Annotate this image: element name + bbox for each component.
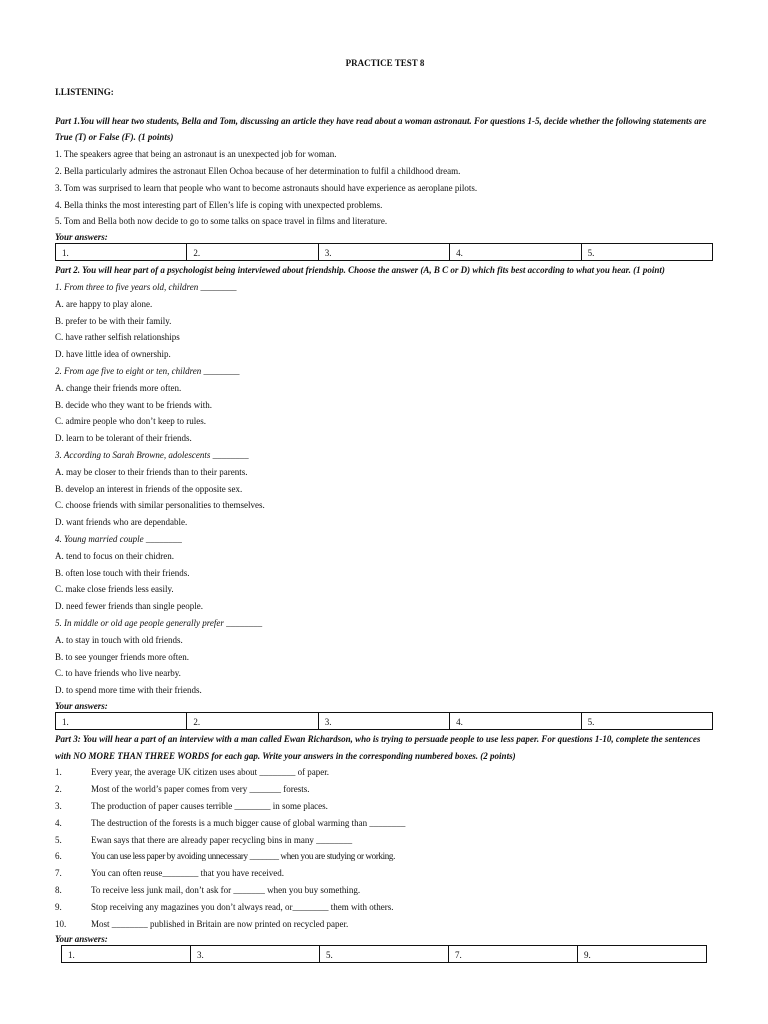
answer-box[interactable]: 1. <box>56 712 187 729</box>
answer-box[interactable]: 1. <box>56 244 187 261</box>
option: B. decide who they want to be friends with. <box>55 399 212 410</box>
sentence-number: 6. <box>55 851 62 862</box>
page-title: PRACTICE TEST 8 <box>345 58 425 68</box>
question-stem: 5. In middle or old age people generally prefer ________ <box>55 617 263 628</box>
answer-box[interactable]: 5. <box>581 244 712 261</box>
worksheet-page <box>55 55 715 964</box>
sentence-item <box>55 781 715 798</box>
sentence-number: 10. <box>55 918 67 929</box>
sentence-number: 5. <box>55 834 62 845</box>
sentence-text: Every year, the average UK citizen uses about ________ of paper. <box>91 767 330 778</box>
sentence-text: Stop receiving any magazines you don’t always read, or________ them with others. <box>91 901 394 912</box>
sentence-number: 1. <box>55 767 62 778</box>
question-stem: 3. According to Sarah Browne, adolescents ________ <box>55 449 249 460</box>
part1-answers-label: Your answers: <box>55 232 108 243</box>
sentence-text: You can use less paper by avoiding unnecessary _______ when you are studying or working. <box>91 851 395 862</box>
sentence-item <box>55 848 715 865</box>
part3-answers-label: Your answers: <box>55 934 108 945</box>
option: B. develop an interest in friends of the opposite sex. <box>55 483 243 494</box>
sentence-item <box>55 832 715 849</box>
answer-box[interactable]: 2. <box>187 244 318 261</box>
answer-box[interactable]: 2. <box>187 712 318 729</box>
part1-answer-table <box>55 243 713 261</box>
part1-instructions-line2: True (T) or False (F). (1 points) <box>55 132 174 143</box>
part1 <box>55 113 715 262</box>
option: D. want friends who are dependable. <box>55 517 188 528</box>
part3-instructions-line1: Part 3: You will hear a part of an interview with a man called Ewan Richardson, who is trying to persuade people to use less paper. For questions 1-10, complete the sentences <box>55 733 701 744</box>
option: A. tend to focus on their chidren. <box>55 550 174 561</box>
sentence-text: Most ________ published in Britain are now printed on recycled paper. <box>91 918 349 929</box>
sentence-text: Most of the world’s paper comes from very _______ forests. <box>91 784 310 795</box>
option: A. may be closer to their friends than to their parents. <box>55 466 248 477</box>
part1-statement: 1. The speakers agree that being an astronaut is an unexpected job for woman. <box>55 149 337 160</box>
sentence-number: 8. <box>55 885 62 896</box>
answer-box[interactable]: 4. <box>450 244 581 261</box>
sentence-text: You can often reuse________ that you have received. <box>91 868 285 879</box>
option: C. to have friends who live nearby. <box>55 668 181 679</box>
sentence-text: The destruction of the forests is a much bigger cause of global warming than ________ <box>91 817 406 828</box>
part2-answers-label: Your answers: <box>55 700 108 711</box>
part3-instructions-line2: with NO MORE THAN THREE WORDS for each gap. Write your answers in the corresponding numbered boxes. (2 points) <box>55 750 516 761</box>
part1-statement: 3. Tom was surprised to learn that people who want to become astronauts should have experience as aeroplane pilots. <box>55 182 478 193</box>
question-stem: 2. From age five to eight or ten, children ________ <box>55 365 240 376</box>
sentence-item <box>55 916 715 933</box>
question-stem: 4. Young married couple ________ <box>55 533 182 544</box>
option: A. are happy to play alone. <box>55 298 153 309</box>
option: C. admire people who don’t keep to rules. <box>55 416 207 427</box>
answer-box[interactable]: 7. <box>449 946 578 963</box>
sentence-number: 9. <box>55 901 62 912</box>
sentence-number: 4. <box>55 817 62 828</box>
sentence-item <box>55 899 715 916</box>
part2-answer-table <box>55 712 713 730</box>
answer-box[interactable]: 3. <box>318 244 449 261</box>
option: C. make close friends less easily. <box>55 584 174 595</box>
sentence-text: To receive less junk mail, don’t ask for _______ when you buy something. <box>91 885 361 896</box>
option: B. prefer to be with their family. <box>55 315 172 326</box>
answer-box[interactable]: 9. <box>578 946 707 963</box>
sentence-text: Ewan says that there are already paper recycling bins in many ________ <box>91 834 353 845</box>
sentence-item <box>55 865 715 882</box>
option: D. have little idea of ownership. <box>55 349 171 360</box>
part2 <box>55 262 715 730</box>
part2-instructions: Part 2. You will hear part of a psychologist being interviewed about friendship. Choose the answer (A, B C or D) which fits best according to what you hear. (1 point) <box>55 265 665 276</box>
sentence-item <box>55 764 715 781</box>
option: C. have rather selfish relationships <box>55 332 180 343</box>
answer-box[interactable]: 5. <box>320 946 449 963</box>
option: C. choose friends with similar personalities to themselves. <box>55 500 265 511</box>
sentence-text: The production of paper causes terrible ________ in some places. <box>91 801 328 812</box>
sentence-item <box>55 815 715 832</box>
answer-box[interactable]: 1. <box>62 946 191 963</box>
sentence-item <box>55 882 715 899</box>
question-stem: 1. From three to five years old, children ________ <box>55 281 237 292</box>
sentence-number: 2. <box>55 784 62 795</box>
option: B. to see younger friends more often. <box>55 651 189 662</box>
sentence-item <box>55 798 715 815</box>
option: A. to stay in touch with old friends. <box>55 634 183 645</box>
answer-box[interactable]: 4. <box>450 712 581 729</box>
part1-instructions-line1: Part 1.You will hear two students, Bella and Tom, discussing an article they have read about a woman astronaut. For questions 1-5, decide whether the following statements are <box>55 115 707 126</box>
sentence-number: 3. <box>55 801 62 812</box>
section-heading: I.LISTENING: <box>55 86 114 97</box>
option: A. change their friends more often. <box>55 382 182 393</box>
part1-statement: 2. Bella particularly admires the astronaut Ellen Ochoa because of her determination to fulfil a childhood dream. <box>55 165 461 176</box>
option: D. to spend more time with their friends. <box>55 685 202 696</box>
option: D. need fewer friends than single people. <box>55 601 203 612</box>
option: B. often lose touch with their friends. <box>55 567 190 578</box>
answer-box[interactable]: 3. <box>318 712 449 729</box>
sentence-number: 7. <box>55 868 62 879</box>
answer-box[interactable]: 5. <box>581 712 712 729</box>
answer-box[interactable]: 3. <box>191 946 320 963</box>
part1-statement: 4. Bella thinks the most interesting part of Ellen’s life is coping with unexpected problems. <box>55 199 383 210</box>
part3 <box>55 731 715 964</box>
option: D. learn to be tolerant of their friends. <box>55 433 192 444</box>
part3-answer-table <box>61 945 707 963</box>
part1-statement: 5. Tom and Bella both now decide to go to some talks on space travel in films and literature. <box>55 216 388 227</box>
